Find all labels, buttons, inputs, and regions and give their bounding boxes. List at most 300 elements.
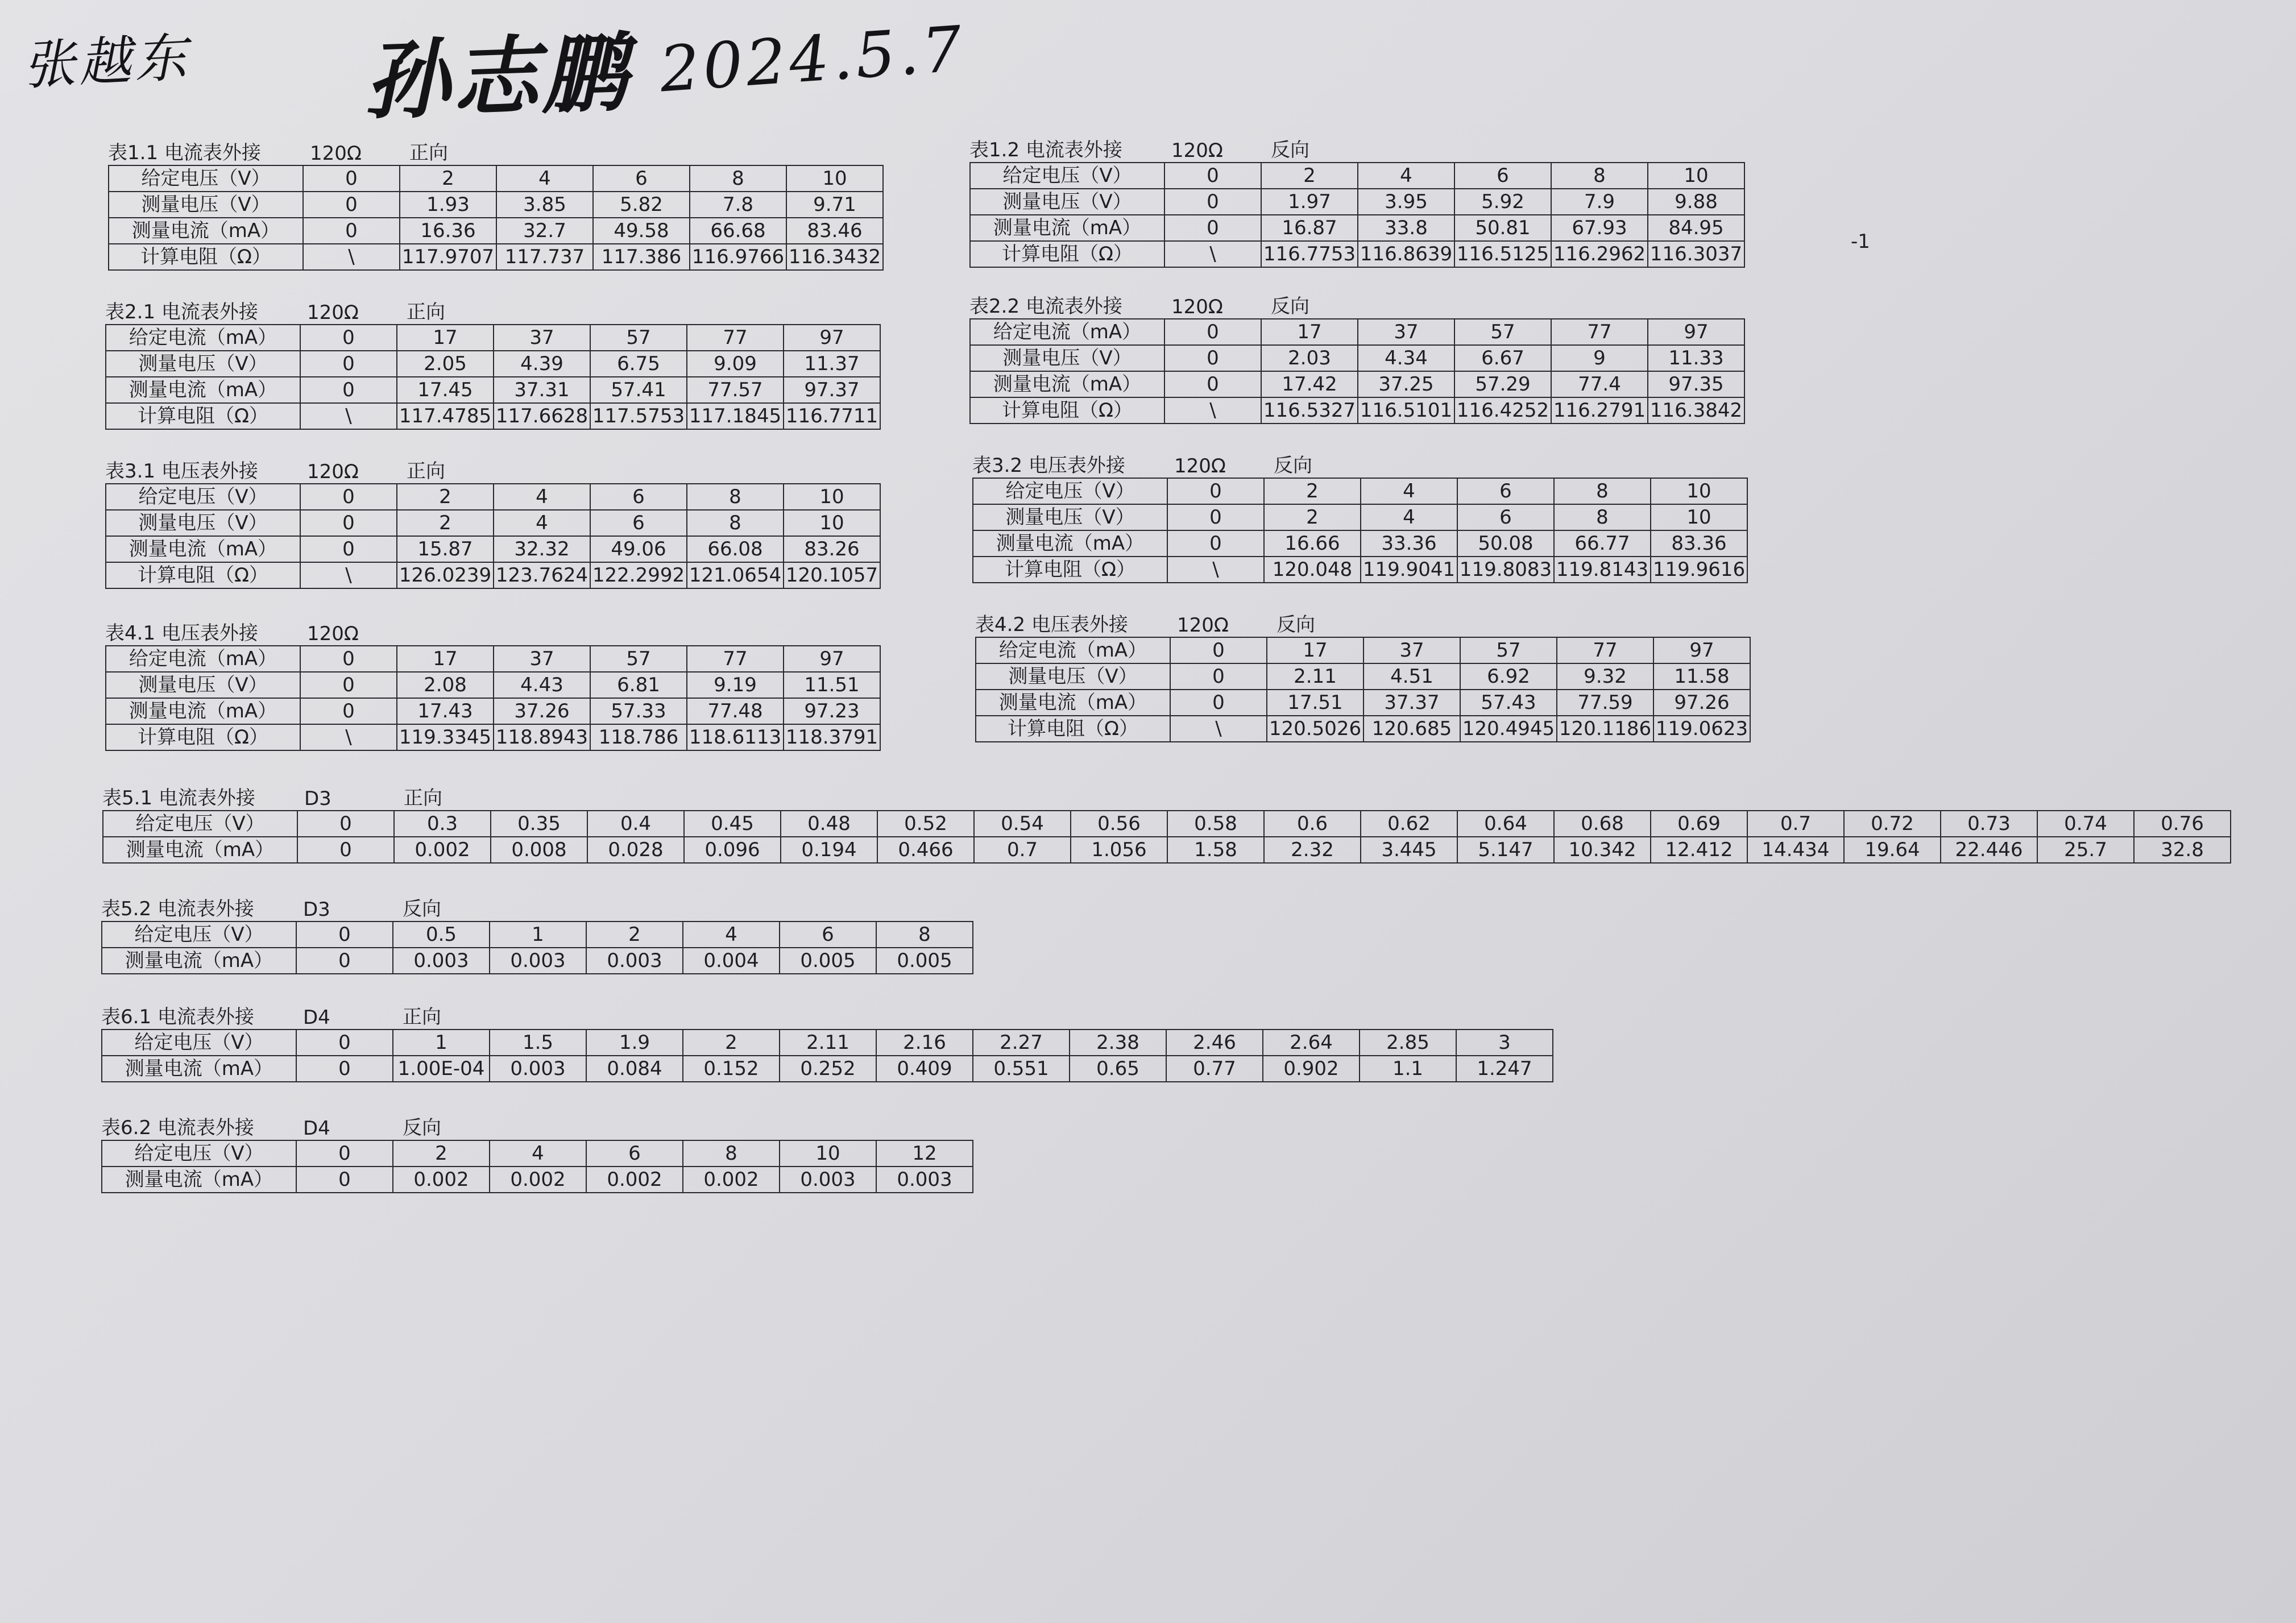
table-cell: 6 bbox=[1457, 478, 1554, 504]
row-label: 给定电流（mA） bbox=[976, 637, 1170, 663]
table-cell: 2 bbox=[397, 484, 494, 510]
table-cell: 0.4 bbox=[587, 811, 684, 837]
data-table bbox=[969, 162, 1745, 268]
table-cell: 4 bbox=[683, 922, 780, 948]
table-cell: 17.45 bbox=[397, 377, 494, 403]
table-cell: 97.23 bbox=[784, 698, 880, 724]
table-cell: 0.252 bbox=[780, 1056, 876, 1082]
table-row bbox=[970, 319, 1744, 345]
table-cell: 77.57 bbox=[687, 377, 784, 403]
table-resistor: 120Ω bbox=[310, 142, 362, 165]
table-cell: 0 bbox=[300, 646, 397, 672]
table-cell: 117.9707 bbox=[400, 244, 496, 270]
table-cell: 37.26 bbox=[494, 698, 590, 724]
table-cell: 83.26 bbox=[784, 536, 880, 562]
table-cell: 11.33 bbox=[1648, 345, 1744, 371]
table-cell: \ bbox=[303, 244, 400, 270]
row-label: 测量电流（mA） bbox=[106, 698, 300, 724]
table-cell: 0 bbox=[296, 948, 393, 974]
table-cell: 15.87 bbox=[397, 536, 494, 562]
table-cell: 119.9041 bbox=[1361, 557, 1457, 583]
table-cell: 0 bbox=[1164, 319, 1261, 345]
table-cell: 0 bbox=[296, 1167, 393, 1193]
table-cell: \ bbox=[1164, 397, 1261, 424]
table-block bbox=[969, 290, 1745, 424]
table-cell: 0 bbox=[303, 192, 400, 218]
table-cell: 33.36 bbox=[1361, 530, 1457, 557]
table-cell: 50.81 bbox=[1454, 215, 1551, 241]
table-cell: 6 bbox=[590, 484, 687, 510]
table-cell: 0.002 bbox=[393, 1167, 490, 1193]
table-cell: 0.551 bbox=[973, 1056, 1070, 1082]
table-resistor: 120Ω bbox=[307, 460, 359, 483]
row-label: 给定电压（V） bbox=[106, 484, 300, 510]
table-cell: 67.93 bbox=[1551, 215, 1648, 241]
table-cell: 19.64 bbox=[1844, 837, 1941, 863]
table-cell: 0.466 bbox=[877, 837, 974, 863]
table-cell: 0.3 bbox=[394, 811, 491, 837]
table-cell: 0.003 bbox=[780, 1167, 876, 1193]
table-cell: 2.11 bbox=[1267, 663, 1363, 690]
table-cell: 0 bbox=[1170, 637, 1267, 663]
table-cell: 66.08 bbox=[687, 536, 784, 562]
table-cell: 2.16 bbox=[876, 1030, 973, 1056]
table-row bbox=[976, 690, 1750, 716]
table-title: 表2.2 电流表外接 bbox=[969, 295, 1122, 318]
data-table bbox=[108, 165, 884, 271]
table-cell: 1.1 bbox=[1360, 1056, 1456, 1082]
table-cell: 4 bbox=[1361, 504, 1457, 530]
row-label: 测量电流（mA） bbox=[103, 837, 297, 863]
row-label: 测量电流（mA） bbox=[970, 215, 1164, 241]
table-cell: 16.87 bbox=[1261, 215, 1358, 241]
data-table bbox=[975, 637, 1751, 742]
table-row bbox=[106, 325, 880, 351]
table-cell: 7.8 bbox=[690, 192, 786, 218]
row-label: 计算电阻（Ω） bbox=[109, 244, 303, 270]
row-label: 计算电阻（Ω） bbox=[976, 716, 1170, 742]
page-marker: -1 bbox=[1851, 230, 1870, 253]
row-label: 给定电压（V） bbox=[970, 163, 1164, 189]
table-resistor: 120Ω bbox=[1177, 614, 1229, 637]
table-cell: 32.32 bbox=[494, 536, 590, 562]
table-cell: 10 bbox=[780, 1140, 876, 1167]
table-cell: 0.152 bbox=[683, 1056, 780, 1082]
signature-date: 2024.5.7 bbox=[657, 12, 968, 106]
table-caption bbox=[975, 608, 1751, 637]
table-cell: 0 bbox=[300, 351, 397, 377]
row-label: 测量电流（mA） bbox=[973, 530, 1167, 557]
table-cell: 97 bbox=[1653, 637, 1750, 663]
table-row bbox=[102, 1167, 973, 1193]
table-cell: 116.3037 bbox=[1648, 241, 1744, 267]
table-cell: 0 bbox=[297, 811, 394, 837]
table-cell: 118.8943 bbox=[494, 724, 590, 750]
row-label: 计算电阻（Ω） bbox=[970, 397, 1164, 424]
table-cell: 0.77 bbox=[1166, 1056, 1263, 1082]
table-cell: 9.71 bbox=[786, 192, 883, 218]
table-cell: 8 bbox=[683, 1140, 780, 1167]
table-row bbox=[109, 244, 883, 270]
data-table bbox=[105, 483, 881, 589]
table-cell: 0 bbox=[1170, 663, 1267, 690]
table-cell: 3.95 bbox=[1358, 189, 1454, 215]
table-resistor: 120Ω bbox=[1171, 139, 1223, 162]
table-cell: 0.004 bbox=[683, 948, 780, 974]
table-direction: 反向 bbox=[1277, 613, 1315, 636]
table-row bbox=[970, 345, 1744, 371]
table-cell: 77 bbox=[687, 325, 784, 351]
row-label: 计算电阻（Ω） bbox=[106, 724, 300, 750]
table-cell: \ bbox=[300, 562, 397, 588]
table-cell: 116.7753 bbox=[1261, 241, 1358, 267]
row-label: 给定电压（V） bbox=[102, 922, 296, 948]
table-cell: 2.11 bbox=[780, 1030, 876, 1056]
table-cell: 119.8143 bbox=[1554, 557, 1651, 583]
table-row bbox=[106, 646, 880, 672]
table-cell: 8 bbox=[876, 922, 973, 948]
table-cell: 116.9766 bbox=[690, 244, 786, 270]
table-cell: 4 bbox=[494, 510, 590, 536]
row-label: 给定电压（V） bbox=[109, 165, 303, 192]
data-table bbox=[102, 810, 2231, 864]
table-row bbox=[970, 163, 1744, 189]
table-cell: 22.446 bbox=[1941, 837, 2037, 863]
table-cell: 2.03 bbox=[1261, 345, 1358, 371]
table-cell: 0.64 bbox=[1457, 811, 1554, 837]
table-cell: 1.056 bbox=[1071, 837, 1167, 863]
table-cell: 97.26 bbox=[1653, 690, 1750, 716]
table-resistor: 120Ω bbox=[1174, 455, 1226, 478]
table-title: 表4.2 电压表外接 bbox=[975, 613, 1128, 636]
row-label: 测量电压（V） bbox=[970, 345, 1164, 371]
table-cell: 0.54 bbox=[974, 811, 1071, 837]
table-block bbox=[105, 296, 881, 430]
table-cell: 57.43 bbox=[1460, 690, 1557, 716]
signature-2: 孙志鹏 bbox=[362, 22, 632, 132]
table-cell: 116.3842 bbox=[1648, 397, 1744, 424]
table-caption bbox=[105, 296, 881, 324]
table-cell: 0 bbox=[296, 922, 393, 948]
table-cell: 37.31 bbox=[494, 377, 590, 403]
table-cell: 0.002 bbox=[394, 837, 491, 863]
table-cell: 77.4 bbox=[1551, 371, 1648, 397]
table-cell: 2.08 bbox=[397, 672, 494, 698]
table-block bbox=[975, 608, 1751, 742]
table-row bbox=[103, 837, 2231, 863]
table-row bbox=[970, 189, 1744, 215]
table-cell: 6.92 bbox=[1460, 663, 1557, 690]
row-label: 测量电压（V） bbox=[973, 504, 1167, 530]
table-cell: 117.1845 bbox=[687, 403, 784, 429]
table-cell: 77 bbox=[1557, 637, 1653, 663]
row-label: 测量电流（mA） bbox=[102, 1056, 296, 1082]
table-row bbox=[106, 510, 880, 536]
table-cell: 10 bbox=[1651, 478, 1747, 504]
table-cell: 0 bbox=[296, 1056, 393, 1082]
table-cell: 0.003 bbox=[876, 1167, 973, 1193]
table-title: 表3.2 电压表外接 bbox=[972, 454, 1125, 477]
table-cell: 0.194 bbox=[781, 837, 877, 863]
table-row bbox=[102, 1140, 973, 1167]
table-caption bbox=[102, 782, 2231, 810]
table-row bbox=[970, 371, 1744, 397]
table-cell: \ bbox=[1167, 557, 1264, 583]
table-cell: 0 bbox=[300, 536, 397, 562]
table-cell: 10 bbox=[1648, 163, 1744, 189]
table-cell: 77.59 bbox=[1557, 690, 1653, 716]
table-cell: 2.64 bbox=[1263, 1030, 1360, 1056]
table-cell: 0 bbox=[1170, 690, 1267, 716]
row-label: 给定电压（V） bbox=[973, 478, 1167, 504]
table-cell: \ bbox=[1164, 241, 1261, 267]
row-label: 测量电流（mA） bbox=[106, 377, 300, 403]
table-cell: 1 bbox=[490, 922, 586, 948]
table-cell: 116.3432 bbox=[786, 244, 883, 270]
table-cell: 0 bbox=[1164, 371, 1261, 397]
table-cell: 6.81 bbox=[590, 672, 687, 698]
table-cell: 118.6113 bbox=[687, 724, 784, 750]
table-cell: 0.005 bbox=[876, 948, 973, 974]
table-cell: 17.43 bbox=[397, 698, 494, 724]
table-cell: 119.8083 bbox=[1457, 557, 1554, 583]
table-cell: 11.58 bbox=[1653, 663, 1750, 690]
table-cell: 0 bbox=[1164, 345, 1261, 371]
table-row bbox=[106, 351, 880, 377]
table-cell: 6.67 bbox=[1454, 345, 1551, 371]
row-label: 给定电流（mA） bbox=[106, 325, 300, 351]
table-cell: 119.0623 bbox=[1653, 716, 1750, 742]
table-resistor: 120Ω bbox=[307, 301, 359, 324]
table-title: 表1.2 电流表外接 bbox=[969, 139, 1122, 161]
table-cell: 117.737 bbox=[496, 244, 593, 270]
table-cell: 8 bbox=[687, 484, 784, 510]
table-cell: 116.8639 bbox=[1358, 241, 1454, 267]
table-cell: 120.048 bbox=[1264, 557, 1361, 583]
table-caption bbox=[105, 617, 881, 645]
row-label: 计算电阻（Ω） bbox=[973, 557, 1167, 583]
row-label: 测量电压（V） bbox=[106, 672, 300, 698]
table-cell: 32.7 bbox=[496, 218, 593, 244]
table-block bbox=[102, 782, 2231, 864]
table-direction: 反向 bbox=[1271, 139, 1309, 161]
table-cell: 2.05 bbox=[397, 351, 494, 377]
table-cell: 12.412 bbox=[1651, 837, 1747, 863]
table-cell: 116.2962 bbox=[1551, 241, 1648, 267]
table-cell: 1 bbox=[393, 1030, 490, 1056]
table-cell: 83.36 bbox=[1651, 530, 1747, 557]
table-cell: 0 bbox=[303, 218, 400, 244]
row-label: 测量电压（V） bbox=[109, 192, 303, 218]
table-caption bbox=[101, 893, 973, 921]
row-label: 测量电压（V） bbox=[106, 510, 300, 536]
table-cell: 57 bbox=[590, 325, 687, 351]
table-cell: 0.003 bbox=[586, 948, 683, 974]
table-cell: 123.7624 bbox=[494, 562, 590, 588]
table-cell: 14.434 bbox=[1747, 837, 1844, 863]
table-block bbox=[969, 134, 1745, 268]
table-cell: 8 bbox=[687, 510, 784, 536]
row-label: 计算电阻（Ω） bbox=[106, 562, 300, 588]
table-row bbox=[109, 165, 883, 192]
table-cell: 0.028 bbox=[587, 837, 684, 863]
table-row bbox=[109, 218, 883, 244]
table-cell: 1.5 bbox=[490, 1030, 586, 1056]
table-cell: 120.685 bbox=[1363, 716, 1460, 742]
table-cell: 6 bbox=[593, 165, 690, 192]
table-cell: 0 bbox=[1167, 504, 1264, 530]
table-cell: 2 bbox=[683, 1030, 780, 1056]
table-cell: 9 bbox=[1551, 345, 1648, 371]
table-cell: 2.38 bbox=[1070, 1030, 1166, 1056]
table-row bbox=[976, 716, 1750, 742]
table-caption bbox=[969, 290, 1745, 318]
table-cell: 116.5101 bbox=[1358, 397, 1454, 424]
table-cell: 0.902 bbox=[1263, 1056, 1360, 1082]
table-cell: 0 bbox=[300, 325, 397, 351]
table-cell: 6 bbox=[586, 1140, 683, 1167]
table-resistor: D3 bbox=[303, 898, 330, 921]
table-cell: 17 bbox=[1261, 319, 1358, 345]
table-cell: 0 bbox=[1164, 215, 1261, 241]
table-cell: 0 bbox=[300, 698, 397, 724]
table-cell: 0.084 bbox=[586, 1056, 683, 1082]
table-cell: 2 bbox=[397, 510, 494, 536]
table-cell: 0.62 bbox=[1361, 811, 1457, 837]
table-cell: 4 bbox=[1361, 478, 1457, 504]
table-resistor: D4 bbox=[303, 1006, 330, 1029]
table-resistor: 120Ω bbox=[1171, 296, 1223, 318]
table-cell: 97.35 bbox=[1648, 371, 1744, 397]
row-label: 给定电流（mA） bbox=[106, 646, 300, 672]
table-cell: 77.48 bbox=[687, 698, 784, 724]
table-cell: 5.92 bbox=[1454, 189, 1551, 215]
table-row bbox=[106, 484, 880, 510]
table-direction: 反向 bbox=[403, 1116, 441, 1139]
table-caption bbox=[105, 455, 881, 483]
table-cell: 117.4785 bbox=[397, 403, 494, 429]
table-cell: 2.85 bbox=[1360, 1030, 1456, 1056]
table-cell: 0 bbox=[300, 377, 397, 403]
table-cell: 0.008 bbox=[491, 837, 587, 863]
table-cell: 9.32 bbox=[1557, 663, 1653, 690]
table-direction: 反向 bbox=[403, 898, 441, 920]
table-cell: 0 bbox=[1167, 478, 1264, 504]
data-table bbox=[101, 1140, 973, 1193]
table-cell: 16.66 bbox=[1264, 530, 1361, 557]
table-cell: 0.72 bbox=[1844, 811, 1941, 837]
data-table bbox=[101, 921, 973, 974]
table-cell: 9.09 bbox=[687, 351, 784, 377]
table-cell: 2 bbox=[400, 165, 496, 192]
table-cell: 4 bbox=[496, 165, 593, 192]
table-cell: 84.95 bbox=[1648, 215, 1744, 241]
table-cell: 25.7 bbox=[2037, 837, 2134, 863]
table-direction: 正向 bbox=[407, 301, 445, 323]
table-cell: 0.73 bbox=[1941, 811, 2037, 837]
row-label: 测量电流（mA） bbox=[106, 536, 300, 562]
table-cell: 0.35 bbox=[491, 811, 587, 837]
table-direction: 正向 bbox=[407, 460, 445, 483]
table-block bbox=[105, 617, 881, 751]
table-cell: 97 bbox=[784, 646, 880, 672]
table-cell: 8 bbox=[1554, 504, 1651, 530]
table-cell: 4 bbox=[1358, 163, 1454, 189]
table-title: 表6.1 电流表外接 bbox=[101, 1006, 254, 1028]
row-label: 测量电流（mA） bbox=[102, 1167, 296, 1193]
table-caption bbox=[101, 1111, 973, 1140]
table-cell: 5.147 bbox=[1457, 837, 1554, 863]
table-cell: 119.3345 bbox=[397, 724, 494, 750]
table-cell: 0 bbox=[300, 484, 397, 510]
data-table bbox=[969, 318, 1745, 424]
table-cell: 77 bbox=[687, 646, 784, 672]
table-block bbox=[101, 893, 973, 974]
table-resistor: 120Ω bbox=[307, 622, 359, 645]
table-cell: 37 bbox=[1358, 319, 1454, 345]
table-resistor: D4 bbox=[303, 1117, 330, 1140]
table-cell: 116.4252 bbox=[1454, 397, 1551, 424]
table-cell: 10 bbox=[784, 510, 880, 536]
table-cell: 120.1057 bbox=[784, 562, 880, 588]
table-row bbox=[970, 397, 1744, 424]
table-cell: 37.25 bbox=[1358, 371, 1454, 397]
table-cell: 17.42 bbox=[1261, 371, 1358, 397]
table-cell: 2 bbox=[1261, 163, 1358, 189]
table-cell: 9.19 bbox=[687, 672, 784, 698]
table-block bbox=[108, 136, 884, 271]
row-label: 给定电压（V） bbox=[102, 1030, 296, 1056]
row-label: 测量电压（V） bbox=[976, 663, 1170, 690]
table-cell: 17 bbox=[397, 325, 494, 351]
table-cell: 2 bbox=[393, 1140, 490, 1167]
table-cell: 11.51 bbox=[784, 672, 880, 698]
table-row bbox=[976, 663, 1750, 690]
row-label: 计算电阻（Ω） bbox=[106, 403, 300, 429]
table-cell: 0.5 bbox=[393, 922, 490, 948]
table-row bbox=[106, 377, 880, 403]
row-label: 测量电压（V） bbox=[970, 189, 1164, 215]
table-cell: 0.003 bbox=[393, 948, 490, 974]
table-row bbox=[106, 672, 880, 698]
table-cell: 3.85 bbox=[496, 192, 593, 218]
table-cell: 0 bbox=[297, 837, 394, 863]
table-cell: 0 bbox=[300, 672, 397, 698]
table-cell: 37 bbox=[494, 325, 590, 351]
table-row bbox=[102, 948, 973, 974]
table-cell: 1.93 bbox=[400, 192, 496, 218]
row-label: 给定电流（mA） bbox=[970, 319, 1164, 345]
table-cell: 57.33 bbox=[590, 698, 687, 724]
table-cell: 12 bbox=[876, 1140, 973, 1167]
table-cell: 1.97 bbox=[1261, 189, 1358, 215]
table-cell: 8 bbox=[1551, 163, 1648, 189]
table-direction: 正向 bbox=[403, 1006, 441, 1028]
table-row bbox=[102, 922, 973, 948]
table-cell: 57.41 bbox=[590, 377, 687, 403]
table-cell: 0.74 bbox=[2037, 811, 2134, 837]
table-cell: 4 bbox=[494, 484, 590, 510]
table-title: 表6.2 电流表外接 bbox=[101, 1116, 254, 1139]
table-row bbox=[970, 241, 1744, 267]
table-cell: 0.005 bbox=[780, 948, 876, 974]
table-cell: 0.65 bbox=[1070, 1056, 1166, 1082]
table-cell: 0.68 bbox=[1554, 811, 1651, 837]
table-title: 表2.1 电流表外接 bbox=[105, 301, 258, 323]
table-cell: 117.6628 bbox=[494, 403, 590, 429]
table-cell: 116.5125 bbox=[1454, 241, 1551, 267]
table-block bbox=[972, 449, 1748, 583]
